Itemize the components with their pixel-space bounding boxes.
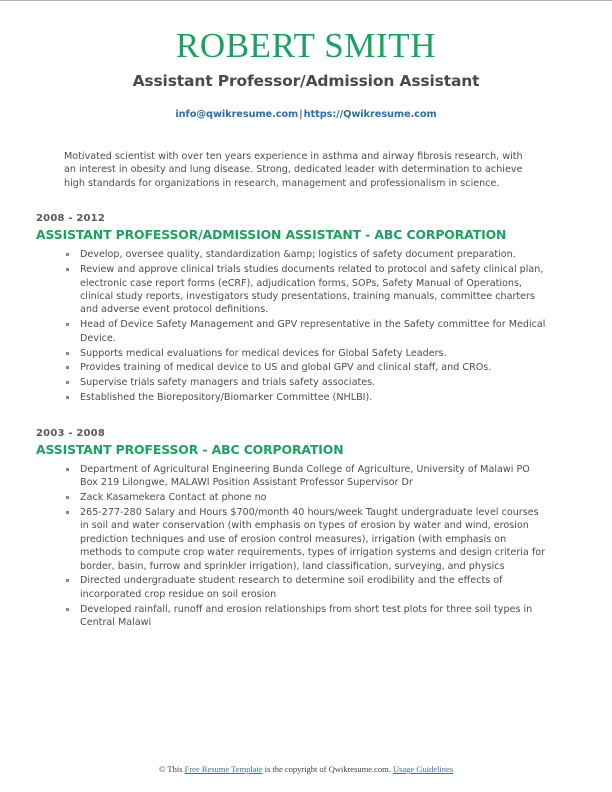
experience-entry-1 <box>36 212 576 404</box>
list-item: Supervise trials safety managers and trials safety associates. <box>36 376 576 389</box>
experience-dates: 2008 - 2012 <box>36 213 105 225</box>
list-item: Directed undergraduate student research to determine soil erodibility and the effects of incorporated crop residue on soil erosion <box>36 574 576 601</box>
summary-paragraph: Motivated scientist with over ten years experience in asthma and airway fibrosis research, with an interest in obesity and lung disease. Strong, dedicated leader with determination to achieve high standards for organizations in research, management and professionalism in science. <box>64 151 523 189</box>
experience-bullet-list <box>36 463 576 630</box>
list-item: Head of Device Safety Management and GPV representative in the Safety committee for Medical Device. <box>36 318 576 345</box>
free-resume-template-link[interactable]: Free Resume Template <box>184 764 263 774</box>
candidate-name: ROBERT SMITH <box>175 26 437 65</box>
list-item: Zack Kasamekera Contact at phone no <box>36 491 576 504</box>
list-item: Develop, oversee quality, standardization &amp; logistics of safety document preparation. <box>36 248 576 261</box>
list-item: Developed rainfall, runoff and erosion relationships from short test plots for three soil types in Central Malawi <box>36 603 576 630</box>
candidate-job-title: Assistant Professor/Admission Assistant <box>132 72 480 90</box>
page-footer <box>0 764 612 774</box>
list-item: Established the Biorepository/Biomarker Committee (NHLBI). <box>36 391 576 404</box>
resume-content <box>0 1 612 630</box>
contact-separator: | <box>299 109 303 120</box>
list-item: Provides training of medical device to US and global GPV and clinical staff, and CROs. <box>36 361 576 374</box>
footer-prefix: This <box>167 764 183 774</box>
experience-entry-2 <box>36 427 576 630</box>
list-item: Supports medical evaluations for medical devices for Global Safety Leaders. <box>36 347 576 360</box>
experience-bullet-list <box>36 248 576 404</box>
contact-line <box>36 109 576 120</box>
experience-heading: ASSISTANT PROFESSOR - ABC CORPORATION <box>36 441 344 457</box>
contact-email[interactable]: info@qwikresume.com <box>175 109 299 120</box>
copyright-symbol: © <box>158 764 166 774</box>
contact-website[interactable]: https://Qwikresume.com <box>303 109 437 120</box>
list-item: Department of Agricultural Engineering Bunda College of Agriculture, University of Malawi PO Box 219 Lilongwe, MALAWI Position Assistant Professor Supervisor Dr <box>36 463 576 490</box>
footer-middle: is the copyright of Qwikresume.com. <box>264 764 391 774</box>
list-item: 265-277-280 Salary and Hours $700/month 40 hours/week Taught undergraduate level courses in soil and water conservation (with emphasis on types of erosion by water and wind, erosion prediction techniques and use of erosion control measures), irrigation (with emphasis on methods to compute crop water requirements, types of irrigation systems and design criteria for border, basin, furrow and sprinkler irrigation), land classification, surveying, and physics <box>36 506 576 573</box>
list-item: Review and approve clinical trials studies documents related to protocol and safety clinical plan, electronic case report forms (eCRF), adjudication forms, SOPs, Safety Manual of Operations, clinical study reports, investigators study presentations, training manuals, committee charters and adverse event protocol definitions. <box>36 263 576 317</box>
usage-guidelines-link[interactable]: Usage Guidelines <box>392 764 454 774</box>
resume-header <box>36 1 576 120</box>
experience-dates: 2003 - 2008 <box>36 427 105 439</box>
experience-heading: ASSISTANT PROFESSOR/ADMISSION ASSISTANT - ABC CORPORATION <box>36 227 507 243</box>
